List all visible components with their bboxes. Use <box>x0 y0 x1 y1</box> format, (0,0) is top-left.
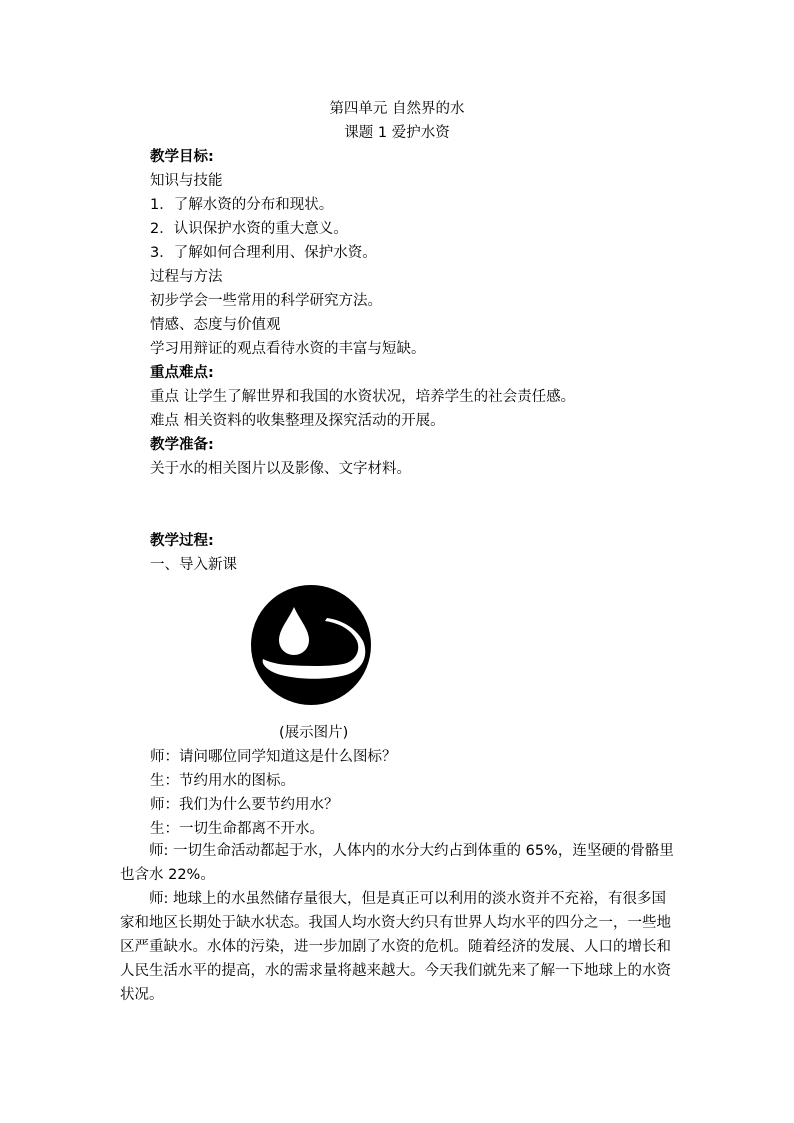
preparation-text: 关于水的相关图片以及影像、文字材料。 <box>150 461 411 477</box>
teaching-process-heading: 教学过程: <box>150 533 214 549</box>
dialogue-line-1: 师：请问哪位同学知道这是什么图标？ <box>150 749 397 765</box>
objective-item-1: 1．了解水资的分布和现状。 <box>150 197 334 213</box>
attitude-heading: 情感、态度与价值观 <box>150 317 281 333</box>
image-caption: (展示图片) <box>279 725 349 741</box>
process-method-heading: 过程与方法 <box>150 269 223 285</box>
preparation-heading: 教学准备: <box>150 437 214 453</box>
focus-point: 重点 让学生了解世界和我国的水资状况，培养学生的社会责任感。 <box>150 389 576 405</box>
dialogue-line-2: 生：节约用水的图标。 <box>150 773 295 789</box>
dialogue-line-4: 生：一切生命都离不开水。 <box>150 821 324 837</box>
objectives-heading: 教学目标: <box>150 149 214 165</box>
teacher-paragraph-2: 师: 地球上的水虽然储存量很大，但是真正可以利用的淡水资并不充裕，有很多国家和地区长期处于缺水状态。我国人均水资大约只有世界人均水平的四分之一，一些地区严重缺水。水体的污染，进一步加剧了水资的危机。随着经济的发展、人口的增长和人民生活水平的提高，水的需求量将越来越大。今天我们就先来了解一下地球上的水资状况。 <box>120 891 671 1003</box>
water-saving-logo-icon <box>251 585 371 705</box>
objective-item-3: 3．了解如何合理利用、保护水资。 <box>150 245 377 261</box>
knowledge-heading: 知识与技能 <box>150 173 223 189</box>
objective-item-2: 2．认识保护水资的重大意义。 <box>150 221 348 237</box>
process-method-text: 初步学会一些常用的科学研究方法。 <box>150 293 382 309</box>
key-points-heading: 重点难点: <box>150 365 214 381</box>
lesson-title: 课题 1 爱护水资 <box>344 125 450 141</box>
attitude-text: 学习用辩证的观点看待水资的丰富与短缺。 <box>150 341 426 357</box>
unit-title: 第四单元 自然界的水 <box>329 101 465 117</box>
dialogue-line-3: 师：我们为什么要节约用水？ <box>150 797 339 813</box>
difficulty-point: 难点 相关资料的收集整理及探究活动的开展。 <box>150 413 445 429</box>
teacher-paragraph-1: 师: 一切生命活动都起于水，人体内的水分大约占到体重的 65%，连坚硬的骨骼里也含水 22%。 <box>120 843 674 883</box>
section-intro-heading: 一、导入新课 <box>150 557 237 573</box>
